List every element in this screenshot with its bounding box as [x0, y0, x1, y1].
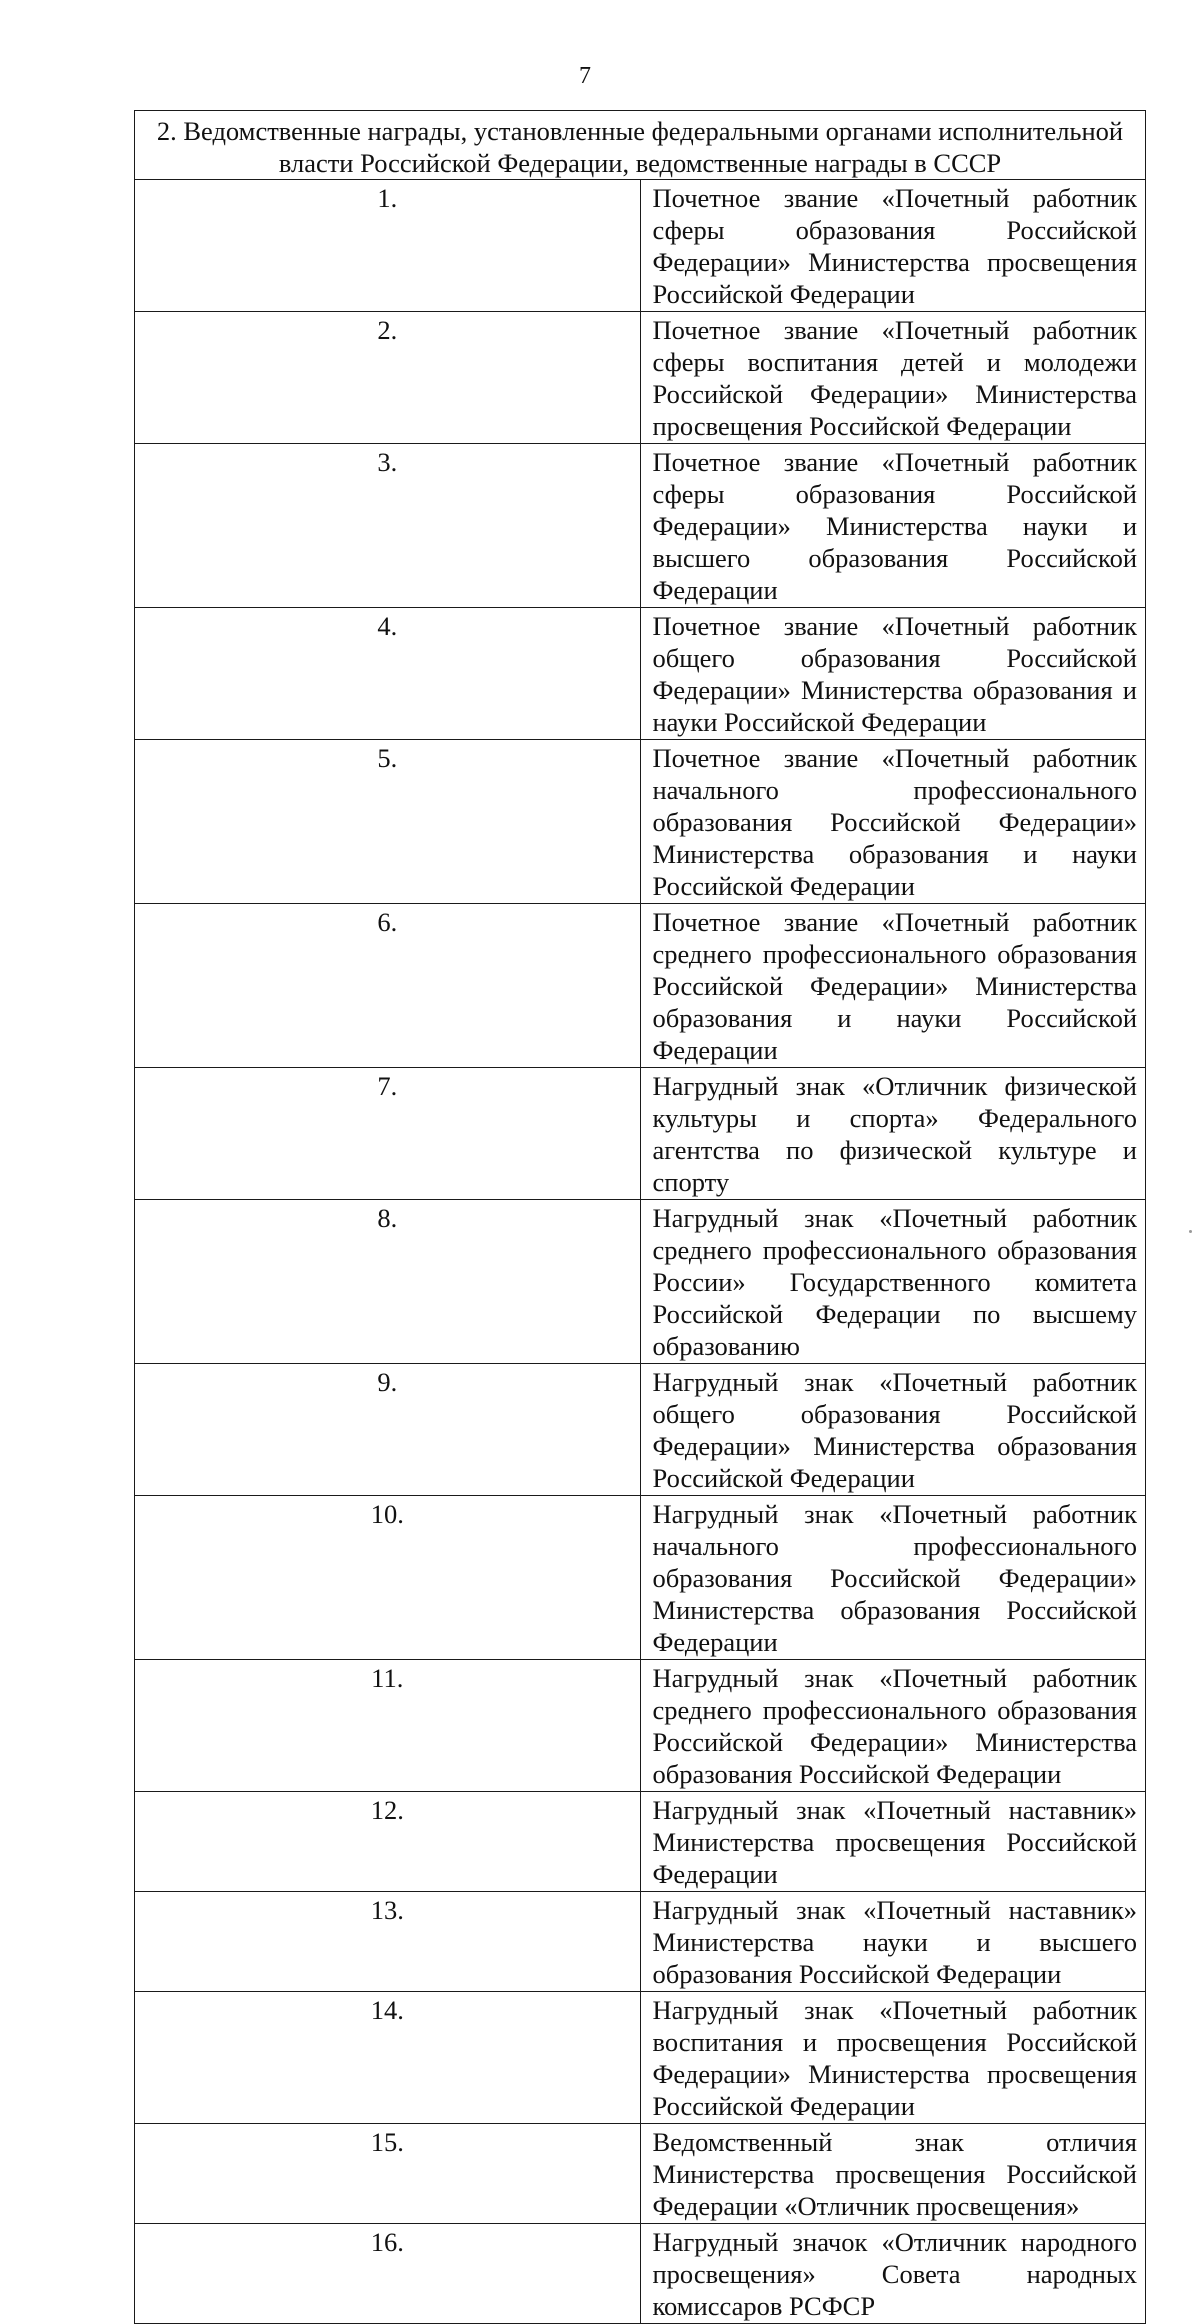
row-number: 4.	[135, 608, 641, 740]
award-description: Почетное звание «Почетный работник начального профессионального образования Российской Федерации» Министерства образования и науки Российской Федерации	[640, 740, 1146, 904]
table-row	[135, 1992, 1146, 2124]
table-row	[135, 444, 1146, 608]
award-description: Почетное звание «Почетный работник сферы воспитания детей и молодежи Российской Федерации» Министерства просвещения Российской Федерации	[640, 312, 1146, 444]
award-description: Нагрудный знак «Почетный работник среднего профессионального образования Российской Федерации» Министерства образования Российской Федерации	[640, 1660, 1146, 1792]
row-number: 8.	[135, 1200, 641, 1364]
award-description: Почетное звание «Почетный работник общего образования Российской Федерации» Министерства образования и науки Российской Федерации	[640, 608, 1146, 740]
row-number: 7.	[135, 1068, 641, 1200]
awards-table	[134, 110, 1146, 2324]
table-row	[135, 1496, 1146, 1660]
award-description: Ведомственный знак отличия Министерства просвещения Российской Федерации «Отличник просвещения»	[640, 2124, 1146, 2224]
row-number: 9.	[135, 1364, 641, 1496]
table-row	[135, 312, 1146, 444]
row-number: 15.	[135, 2124, 641, 2224]
award-description: Нагрудный значок «Отличник народного просвещения» Совета народных комиссаров РСФСР	[640, 2224, 1146, 2324]
row-number: 2.	[135, 312, 641, 444]
section-header: 2. Ведомственные награды, установленные федеральными органами исполнительной власти Российской Федерации, ведомственные награды в СССР	[135, 111, 1146, 180]
award-description: Нагрудный знак «Почетный наставник» Министерства просвещения Российской Федерации	[640, 1792, 1146, 1892]
award-description: Нагрудный знак «Почетный работник начального профессионального образования Российской Федерации» Министерства образования Российской Федерации	[640, 1496, 1146, 1660]
row-number: 3.	[135, 444, 641, 608]
row-number: 6.	[135, 904, 641, 1068]
table-row	[135, 1068, 1146, 1200]
award-description: Почетное звание «Почетный работник сферы образования Российской Федерации» Министерства просвещения Российской Федерации	[640, 180, 1146, 312]
row-number: 5.	[135, 740, 641, 904]
table-row	[135, 1364, 1146, 1496]
table-row	[135, 1792, 1146, 1892]
award-description: Почетное звание «Почетный работник сферы образования Российской Федерации» Министерства науки и высшего образования Российской Федерации	[640, 444, 1146, 608]
award-description: Почетное звание «Почетный работник среднего профессионального образования Российской Федерации» Министерства образования и науки Российской Федерации	[640, 904, 1146, 1068]
scan-artifact	[1189, 1230, 1192, 1233]
row-number: 10.	[135, 1496, 641, 1660]
table-row	[135, 1892, 1146, 1992]
page-number: 7	[579, 63, 591, 89]
table-row	[135, 740, 1146, 904]
table-row	[135, 608, 1146, 740]
row-number: 13.	[135, 1892, 641, 1992]
row-number: 1.	[135, 180, 641, 312]
section-header-row	[135, 111, 1146, 180]
table-row	[135, 180, 1146, 312]
award-description: Нагрудный знак «Отличник физической культуры и спорта» Федерального агентства по физической культуре и спорту	[640, 1068, 1146, 1200]
row-number: 11.	[135, 1660, 641, 1792]
award-description: Нагрудный знак «Почетный наставник» Министерства науки и высшего образования Российской Федерации	[640, 1892, 1146, 1992]
award-description: Нагрудный знак «Почетный работник среднего профессионального образования России» Государственного комитета Российской Федерации по высшему образованию	[640, 1200, 1146, 1364]
table-row	[135, 904, 1146, 1068]
award-description: Нагрудный знак «Почетный работник воспитания и просвещения Российской Федерации» Министерства просвещения Российской Федерации	[640, 1992, 1146, 2124]
table-row	[135, 1200, 1146, 1364]
table-row	[135, 2124, 1146, 2224]
row-number: 16.	[135, 2224, 641, 2324]
row-number: 12.	[135, 1792, 641, 1892]
table-row	[135, 2224, 1146, 2324]
award-description: Нагрудный знак «Почетный работник общего образования Российской Федерации» Министерства образования Российской Федерации	[640, 1364, 1146, 1496]
table-row	[135, 1660, 1146, 1792]
row-number: 14.	[135, 1992, 641, 2124]
